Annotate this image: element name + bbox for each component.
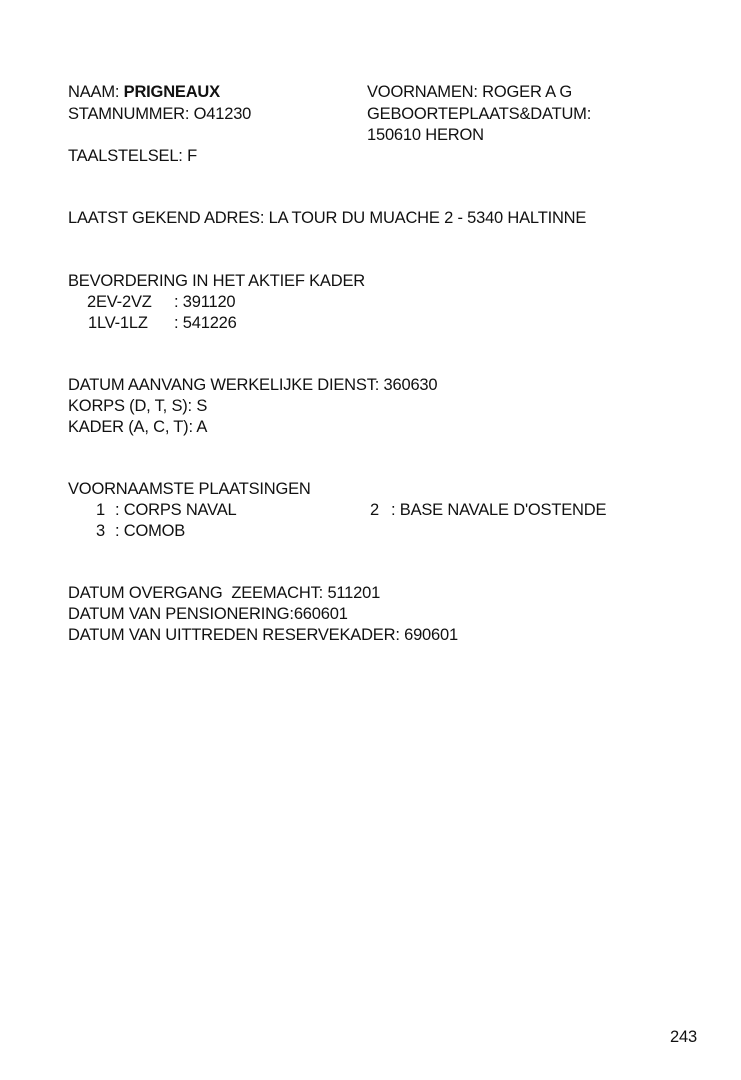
pension-date-line — [68, 604, 348, 624]
pension-date-label: DATUM VAN PENSIONERING: — [68, 605, 294, 623]
kader-label: KADER (A, C, T): — [68, 418, 193, 436]
posting-text: : COMOB — [115, 522, 186, 540]
stamnummer-label: STAMNUMMER: — [68, 105, 190, 123]
firstnames-value: ROGER A G — [482, 83, 573, 101]
firstnames-line — [367, 82, 572, 102]
address-label: LAATST GEKEND ADRES: — [68, 209, 265, 227]
kader-line — [68, 417, 207, 437]
posting-number: 1 — [96, 501, 105, 519]
birth-label: GEBOORTEPLAATS&DATUM: — [367, 105, 592, 123]
address-line — [68, 208, 586, 228]
posting-text: : BASE NAVALE D'OSTENDE — [391, 501, 607, 519]
posting-number: 2 — [370, 501, 379, 519]
navy-date-label: DATUM OVERGANG ZEEMACHT: — [68, 584, 324, 602]
name-value: PRIGNEAUX — [123, 83, 220, 101]
stamnummer-value: O41230 — [193, 105, 252, 123]
posting-number: 3 — [96, 522, 105, 540]
promotion-date: : 541226 — [174, 314, 237, 332]
reserve-date-line — [68, 625, 458, 645]
stamnummer-line — [68, 104, 251, 124]
korps-line — [68, 396, 207, 416]
reserve-date-label: DATUM VAN UITTREDEN RESERVEKADER: — [68, 626, 400, 644]
language-line — [68, 146, 197, 166]
kader-value: A — [196, 418, 208, 436]
navy-date-value: 511201 — [327, 584, 381, 602]
korps-value: S — [196, 397, 208, 415]
birth-value-line — [367, 125, 484, 145]
postings-heading: VOORNAAMSTE PLAATSINGEN — [68, 480, 311, 498]
service-start-line — [68, 375, 437, 395]
promotion-rank: 2EV-2VZ — [87, 293, 152, 311]
name-label: NAAM: — [68, 83, 120, 101]
language-label: TAALSTELSEL: — [68, 147, 183, 165]
page-number: 243 — [670, 1028, 697, 1046]
service-start-label: DATUM AANVANG WERKELIJKE DIENST: — [68, 376, 380, 394]
reserve-date-value: 690601 — [404, 626, 458, 644]
navy-date-line — [68, 583, 380, 603]
promotion-rank: 1LV-1LZ — [88, 314, 148, 332]
service-start-value: 360630 — [383, 376, 438, 394]
promotion-date: : 391120 — [174, 293, 236, 311]
birth-label-line — [367, 104, 591, 124]
posting-text: : CORPS NAVAL — [115, 501, 237, 519]
pension-date-value: 660601 — [293, 605, 348, 623]
korps-label: KORPS (D, T, S): — [68, 397, 192, 415]
promotions-heading: BEVORDERING IN HET AKTIEF KADER — [68, 272, 365, 290]
birth-value: 150610 HERON — [367, 126, 484, 144]
language-value: F — [187, 147, 197, 165]
name-line — [68, 82, 220, 102]
address-value: LA TOUR DU MUACHE 2 - 5340 HALTINNE — [268, 209, 587, 227]
firstnames-label: VOORNAMEN: — [367, 83, 478, 101]
